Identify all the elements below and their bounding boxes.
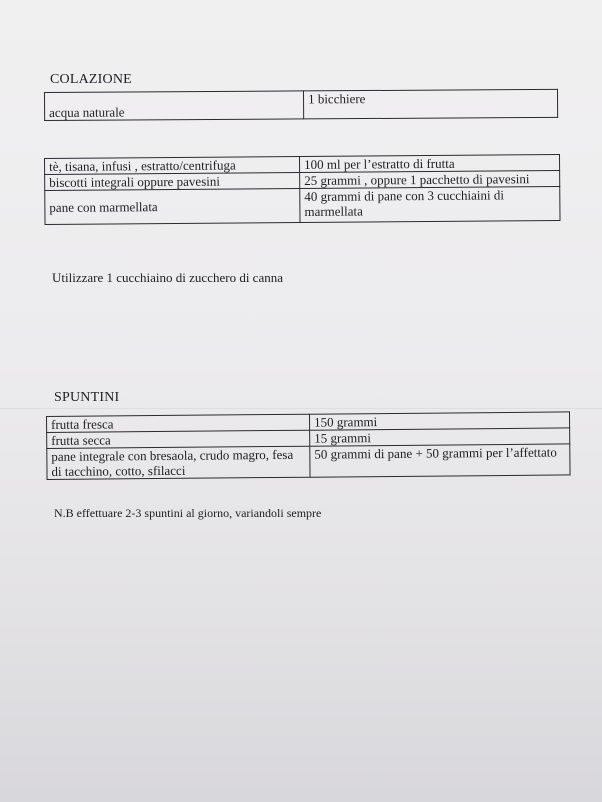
table-cell-qty: 50 grammi di pane + 50 grammi per l’affettato xyxy=(310,444,570,477)
section-title-colazione: COLAZIONE xyxy=(50,72,132,87)
colazione-note: Utilizzare 1 cucchiaino di zucchero di canna xyxy=(52,270,283,285)
table-cell-item: pane integrale con bresaola, crudo magro, fesa di tacchino, cotto, sfilacci xyxy=(47,446,310,479)
table-cell-item: biscotti integrali oppure pavesini xyxy=(45,172,300,190)
table-cell-qty: 40 grammi di pane con 3 cucchiaini di marmellata xyxy=(300,186,560,222)
table-cell-item: acqua naturale xyxy=(45,91,304,121)
table-row xyxy=(47,444,570,480)
table-cell-qty: 150 grammi xyxy=(309,412,569,430)
snacks-table xyxy=(46,411,571,480)
table-cell-qty: 15 grammi xyxy=(310,428,570,446)
table-row xyxy=(45,186,560,224)
paper-fold-line xyxy=(0,408,602,409)
table-cell-qty: 25 grammi , oppure 1 pacchetto di pavesini xyxy=(300,170,560,188)
spuntini-note: N.B effettuare 2-3 spuntini al giorno, variandoli sempre xyxy=(54,506,322,520)
table-row xyxy=(45,89,558,120)
table-cell-item: tè, tisana, infusi , estratto/centrifuga xyxy=(45,156,300,174)
table-cell-item: frutta fresca xyxy=(47,414,310,432)
breakfast-table xyxy=(44,154,561,225)
table-cell-qty: 100 ml per l’estratto di frutta xyxy=(299,154,559,172)
table-cell-item: pane con marmellata xyxy=(45,188,300,224)
table-cell-item: frutta secca xyxy=(47,430,310,448)
table-cell-qty: 1 bicchiere xyxy=(303,89,557,119)
water-table xyxy=(44,89,558,121)
section-title-spuntini: SPUNTINI xyxy=(54,390,120,405)
